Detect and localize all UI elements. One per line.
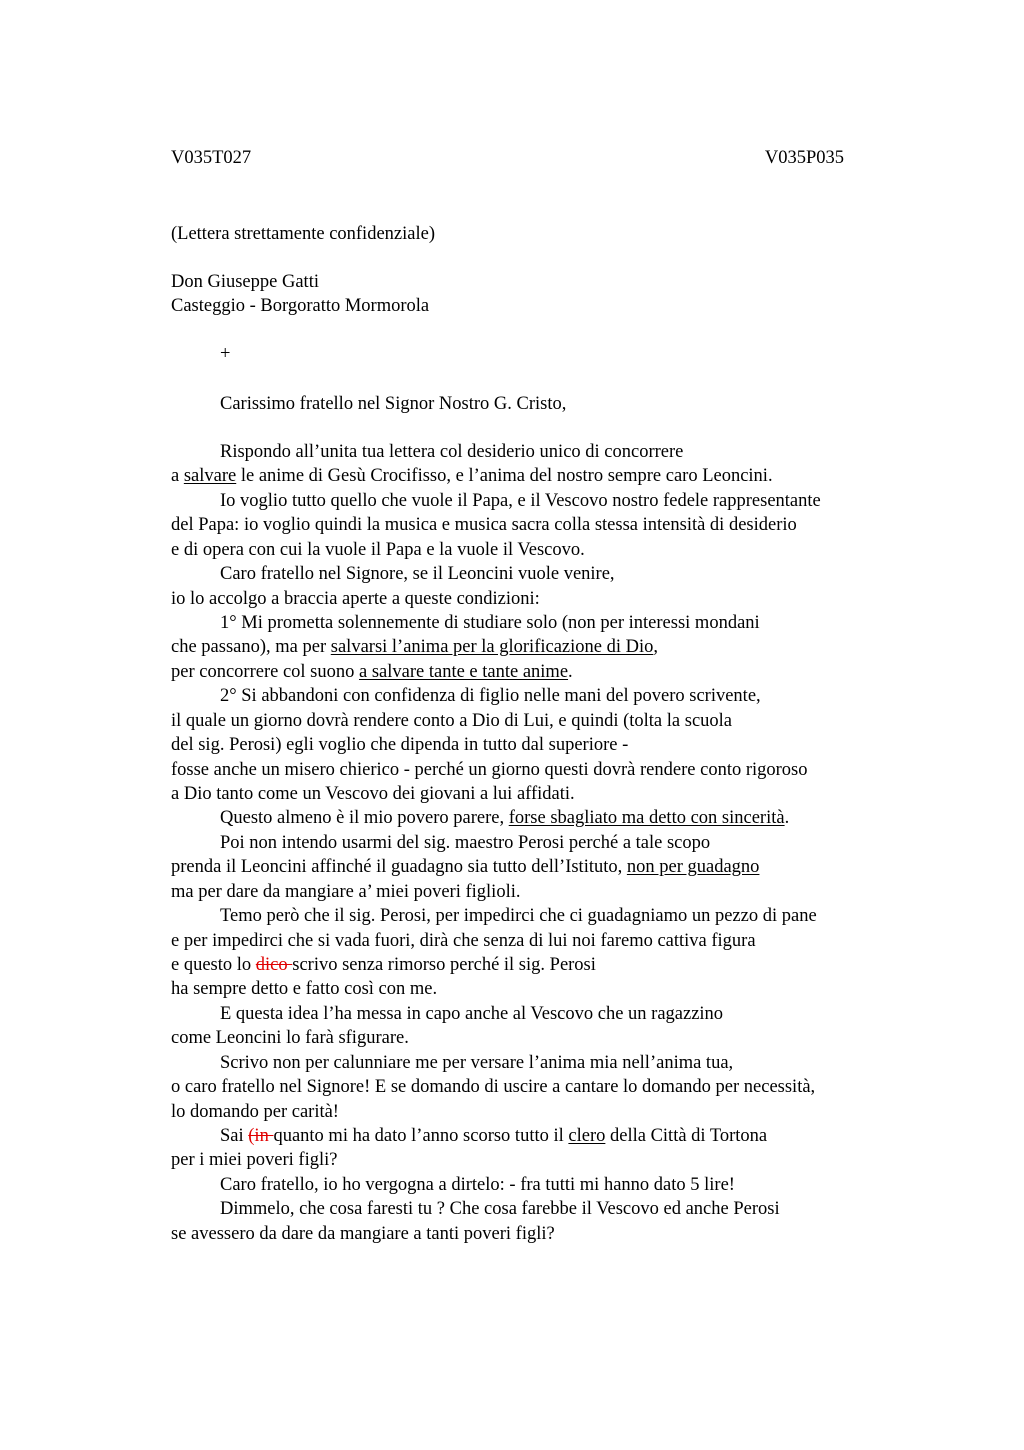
- underlined-text: salvarsi l’anima per la glorificazione di Dio: [330, 637, 654, 657]
- text-line: Rispondo all’unita tua lettera col desiderio unico di concorrere: [220, 442, 684, 462]
- text-line: Poi non intendo usarmi del sig. maestro Perosi perché a tale scopo: [220, 833, 711, 853]
- text-line: prenda il Leoncini affinché il guadagno sia tutto dell’Istituto, non per guadagno: [171, 857, 760, 877]
- underlined-text: salvare: [183, 466, 237, 486]
- text-line: E questa idea l’ha messa in capo anche al Vescovo che un ragazzino: [220, 1004, 724, 1024]
- underlined-text: clero: [568, 1126, 606, 1146]
- text-line: Io voglio tutto quello che vuole il Papa, e il Vescovo nostro fedele rappresentante: [220, 491, 821, 511]
- cross-mark: +: [220, 344, 231, 364]
- text-line: e questo lo dico scrivo senza rimorso perché il sig. Perosi: [171, 955, 596, 975]
- text-line: Scrivo non per calunniare me per versare l’anima mia nell’anima tua,: [220, 1053, 734, 1073]
- text-line: io lo accolgo a braccia aperte a queste condizioni:: [171, 589, 540, 609]
- text-line: per i miei poveri figli?: [171, 1150, 338, 1170]
- underlined-text: non per guadagno: [626, 857, 760, 877]
- text-line: Sai (in quanto mi ha dato l’anno scorso tutto il clero della Città di Tortona: [220, 1126, 768, 1146]
- text-line: il quale un giorno dovrà rendere conto a Dio di Lui, e quindi (tolta la scuola: [171, 711, 733, 731]
- text-line: per concorrere col suono a salvare tante e tante anime.: [171, 662, 573, 682]
- doc-code-right: V035P035: [764, 148, 844, 168]
- text-line: del sig. Perosi) egli voglio che dipenda in tutto dal superiore -: [171, 735, 629, 755]
- underlined-text: forse sbagliato ma detto con sincerità: [508, 808, 785, 828]
- text-line: Questo almeno è il mio povero parere, forse sbagliato ma detto con sincerità.: [220, 808, 790, 828]
- recipient-place: Casteggio - Borgoratto Mormorola: [171, 296, 430, 316]
- text-line: 1° Mi prometta solennemente di studiare solo (non per interessi mondani: [220, 613, 760, 633]
- text-line: ma per dare da mangiare a’ miei poveri figlioli.: [171, 882, 521, 902]
- text-line: lo domando per carità!: [171, 1102, 339, 1122]
- text-line: che passano), ma per salvarsi l’anima per la glorificazione di Dio,: [171, 637, 658, 657]
- confidential-note: (Lettera strettamente confidenziale): [171, 224, 435, 244]
- recipient-name: Don Giuseppe Gatti: [171, 272, 319, 292]
- doc-code-left: V035T027: [171, 148, 252, 168]
- text-line: Temo però che il sig. Perosi, per impedirci che ci guadagniamo un pezzo di pane: [220, 906, 817, 926]
- text-line: del Papa: io voglio quindi la musica e musica sacra colla stessa intensità di desiderio: [171, 515, 797, 535]
- text-line: Caro fratello, io ho vergogna a dirtelo: - fra tutti mi hanno dato 5 lire!: [220, 1175, 735, 1195]
- text-line: 2° Si abbandoni con confidenza di figlio nelle mani del povero scrivente,: [220, 686, 761, 706]
- struck-text: dico: [255, 955, 293, 975]
- text-line: e per impedirci che si vada fuori, dirà che senza di lui noi faremo cattiva figura: [171, 931, 756, 951]
- text-line: fosse anche un misero chierico - perché un giorno questi dovrà rendere conto rigoroso: [171, 760, 808, 780]
- text-line: se avessero da dare da mangiare a tanti poveri figli?: [171, 1224, 555, 1244]
- text-line: o caro fratello nel Signore! E se domando di uscire a cantare lo domando per necessità,: [171, 1077, 816, 1097]
- text-line: a Dio tanto come un Vescovo dei giovani a lui affidati.: [171, 784, 575, 804]
- text-line: ha sempre detto e fatto così con me.: [171, 979, 438, 999]
- text-line: a salvare le anime di Gesù Crocifisso, e l’anima del nostro sempre caro Leoncini.: [171, 466, 773, 486]
- salutation: Carissimo fratello nel Signor Nostro G. Cristo,: [220, 394, 567, 414]
- text-line: e di opera con cui la vuole il Papa e la vuole il Vescovo.: [171, 540, 585, 560]
- text-line: come Leoncini lo farà sfigurare.: [171, 1028, 409, 1048]
- underlined-text: a salvare tante e tante anime: [359, 662, 569, 682]
- text-line: Dimmelo, che cosa faresti tu ? Che cosa farebbe il Vescovo ed anche Perosi: [220, 1199, 780, 1219]
- struck-text: (in: [248, 1126, 274, 1146]
- text-line: Caro fratello nel Signore, se il Leoncini vuole venire,: [220, 564, 615, 584]
